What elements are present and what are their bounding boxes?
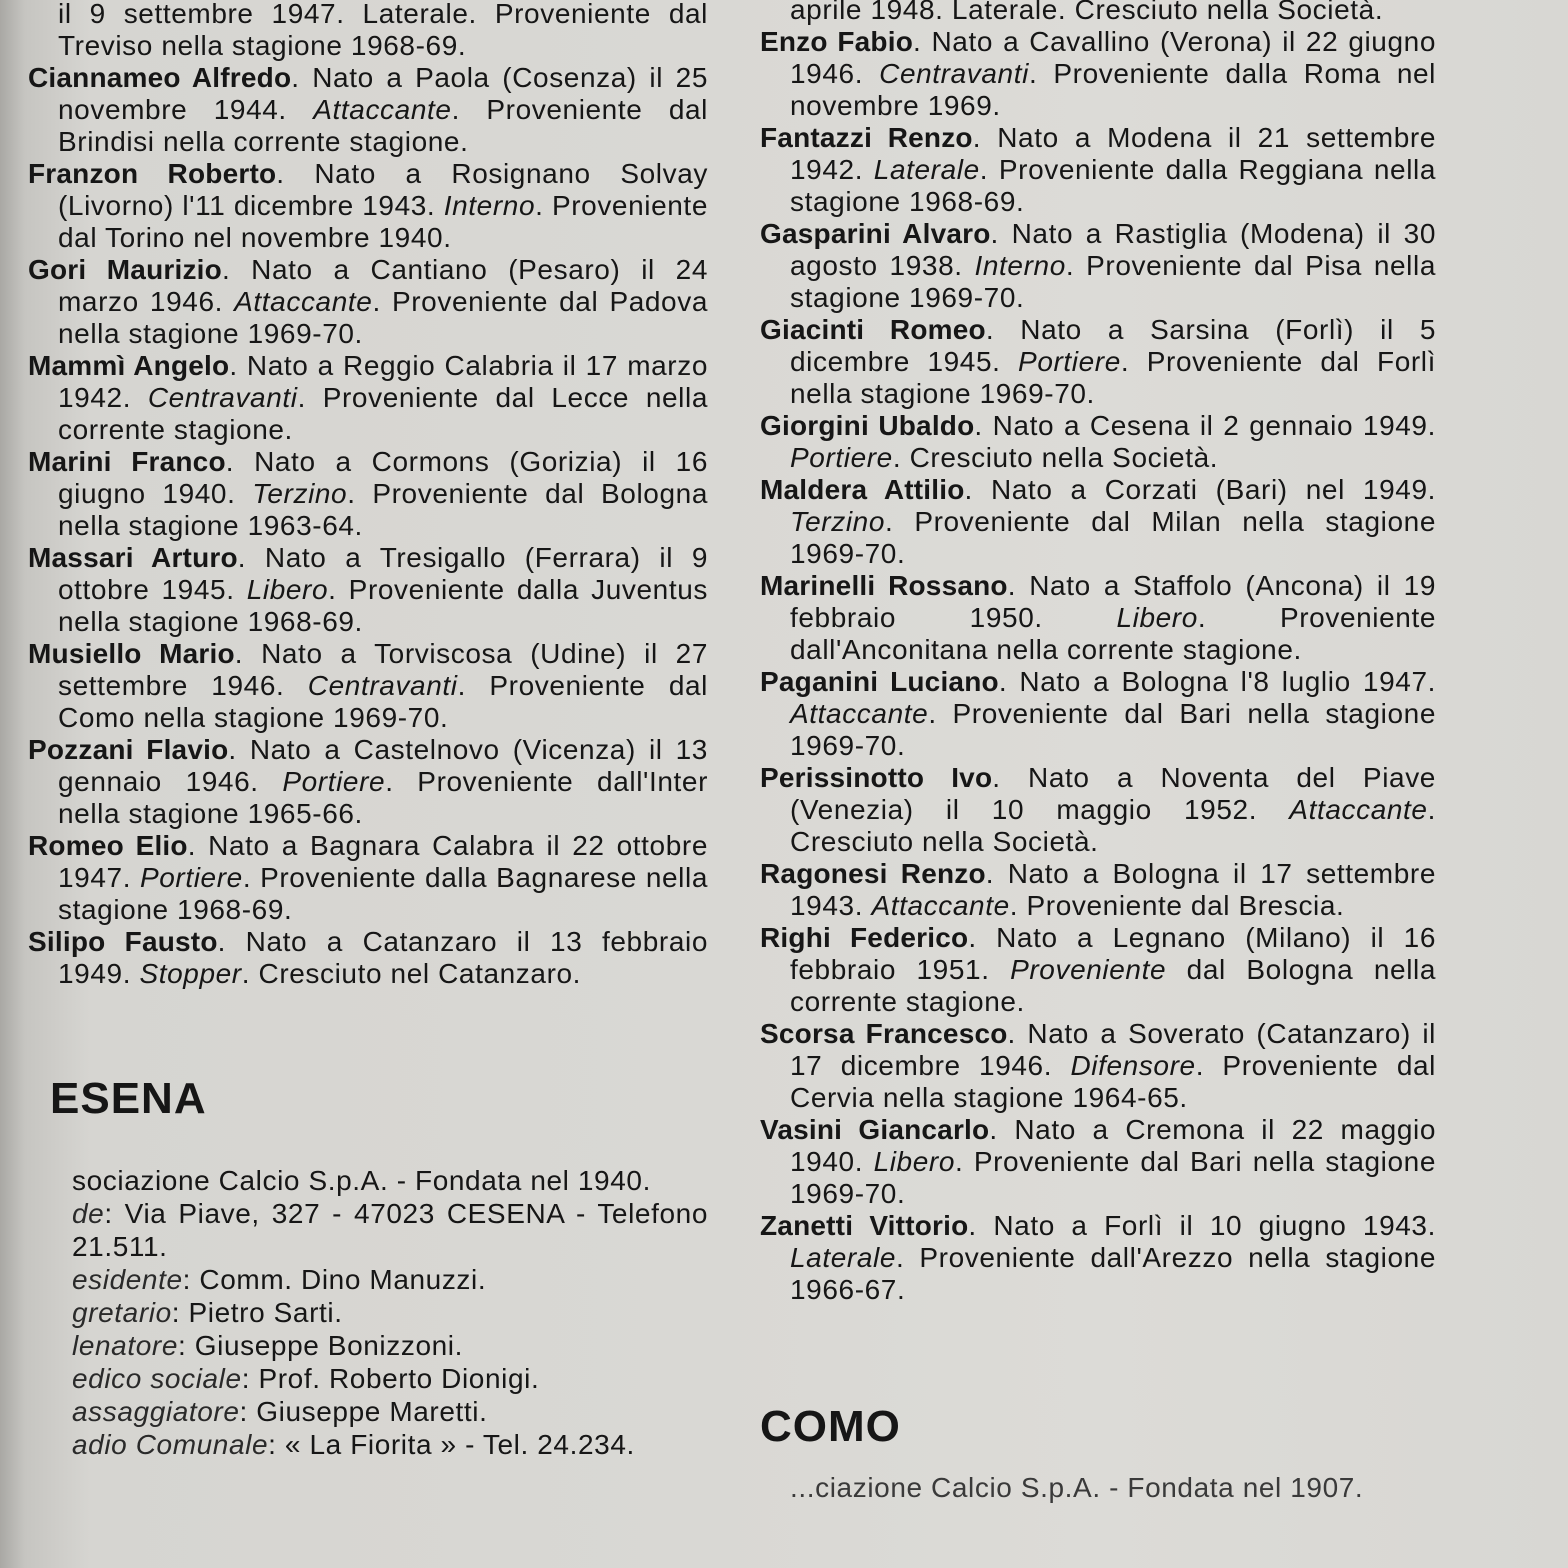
player-birth-text: . Nato a Bologna il 17 settembre 1943. [790,858,1436,921]
player-role: Libero [873,1146,955,1177]
player-name: Fantazzi Renzo [760,122,973,153]
club-info-label: gretario [72,1297,172,1328]
right-bottom-fragment: ...ciazione Calcio S.p.A. - Fondata nel 1907. [790,1472,1364,1503]
right-column [760,0,1436,1504]
player-role: Stopper [139,958,242,989]
club-info-label: lenatore [72,1330,178,1361]
player-birth-text: . Nato a Castelnovo (Vicenza) il 13 gennaio 1946. [58,734,708,797]
player-entry [760,762,1436,858]
player-origin-text: . Proveniente dal Brescia. [1009,890,1345,921]
player-origin-text: . Proveniente dall'Inter nella stagione 1965-66. [58,766,708,829]
left-entries-list [28,62,708,990]
left-column [28,0,708,1461]
player-name: Giorgini Ubaldo [760,410,975,441]
player-origin-text: dal Bologna nella corrente stagione. [790,954,1437,1017]
club-info-row [28,1362,708,1395]
club-info-value: : Prof. Roberto Dionigi. [241,1363,540,1394]
player-origin-text: . Proveniente dalla Reggiana nella stagione 1968-69. [790,154,1437,217]
player-birth-text: . Nato a Cantiano (Pesaro) il 24 marzo 1946. [58,254,709,317]
club-info-row [28,1296,708,1329]
player-role: Portiere [139,862,243,893]
player-birth-text: . Nato a Bologna l'8 luglio 1947. [998,666,1436,697]
player-entry [28,734,708,830]
player-origin-text: . Proveniente dal Como nella stagione 1969-70. [58,670,708,733]
club-info-value: : « La Fiorita » - Tel. 24.234. [268,1429,635,1460]
player-name: Gori Maurizio [28,254,222,285]
player-entry [28,446,708,542]
club-info-row [28,1197,708,1263]
player-role: Portiere [282,766,386,797]
player-role: Laterale [790,1242,896,1273]
player-role: Attaccante [234,286,373,317]
player-entry [28,62,708,158]
player-origin-text: . Cresciuto nella Società. [790,794,1436,857]
player-name: Scorsa Francesco [760,1018,1008,1049]
player-role: Libero [246,574,329,605]
club-info-label: de [72,1198,105,1229]
player-birth-text: . Nato a Rosignano Solvay (Livorno) l'11 dicembre 1943. [58,158,708,221]
player-name: Righi Federico [760,922,969,953]
player-origin-text: . Proveniente dalla Bagnarese nella stagione 1968-69. [58,862,708,925]
player-entry [760,474,1436,570]
player-birth-text: . Nato a Sarsina (Forlì) il 5 dicembre 1945. [790,314,1437,377]
club-info-value: sociazione Calcio S.p.A. - Fondata nel 1940. [72,1165,651,1196]
section-title-como: COMO [760,1402,901,1451]
player-name: Ragonesi Renzo [760,858,986,889]
player-role: Difensore [1070,1050,1196,1081]
player-origin-text: . Proveniente dal Bologna nella stagione 1963-64. [58,478,708,541]
player-entry [28,350,708,446]
player-name: Musiello Mario [28,638,235,669]
player-entry [28,158,708,254]
player-role: Attaccante [1289,794,1428,825]
player-entry [760,570,1436,666]
club-info-row [28,1395,708,1428]
player-entry [28,542,708,638]
player-name: Mammì Angelo [28,350,230,381]
club-info-value: : Comm. Dino Manuzzi. [182,1264,487,1295]
player-birth-text: . Nato a Reggio Calabria il 17 marzo 1942. [58,350,708,413]
club-info-row [28,1164,708,1197]
player-entry [760,1210,1436,1306]
player-entry [28,638,708,734]
player-entry [760,410,1436,474]
player-name: Pozzani Flavio [28,734,229,765]
player-role: Libero [1116,602,1198,633]
right-top-fragment: aprile 1948. Laterale. Cresciuto nella Società. [790,0,1384,25]
player-birth-text: . Nato a Legnano (Milano) il 16 febbraio 1951. [790,922,1436,985]
left-top-fragment: il 9 settembre 1947. Laterale. Proveniente dal Treviso nella stagione 1968-69. [58,0,708,61]
player-birth-text: . Nato a Catanzaro il 13 febbraio 1949. [58,926,708,989]
player-entry [760,922,1436,1018]
player-birth-text: . Nato a Tresigallo (Ferrara) il 9 ottobre 1945. [58,542,708,605]
club-info-value: : Giuseppe Bonizzoni. [178,1330,463,1361]
club-info-label: edico sociale [72,1363,242,1394]
right-entries-list [760,26,1436,1306]
player-name: Silipo Fausto [28,926,218,957]
player-name: Romeo Elio [28,830,188,861]
player-name: Maldera Attilio [760,474,965,505]
player-name: Giacinti Romeo [760,314,986,345]
player-birth-text: . Nato a Cormons (Gorizia) il 16 giugno 1940. [58,446,708,509]
player-origin-text: . Proveniente dal Torino nel novembre 1940. [58,190,708,253]
player-origin-text: . Proveniente dal Padova nella stagione 1969-70. [58,286,709,349]
player-origin-text: . Proveniente dall'Anconitana nella corrente stagione. [790,602,1437,665]
player-role: Laterale [873,154,980,185]
player-role: Attaccante [790,698,929,729]
player-role: Interno [443,190,536,221]
player-role: Attaccante [871,890,1010,921]
player-role: Portiere [1018,346,1121,377]
player-birth-text: . Nato a Forlì il 10 giugno 1943. [968,1210,1436,1241]
player-role: Centravanti [307,670,458,701]
club-info-value: : Giuseppe Maretti. [239,1396,488,1427]
player-entry [760,666,1436,762]
player-name: Marini Franco [28,446,226,477]
player-entry [760,858,1436,922]
section-title-cesena: ESENA [50,1074,207,1123]
player-birth-text: . Nato a Cesena il 2 gennaio 1949. [974,410,1436,441]
player-role: Terzino [252,478,348,509]
club-info-value: : Via Piave, 327 - 47023 CESENA - Telefono 21.511. [72,1198,708,1262]
player-role: Centravanti [879,58,1029,89]
player-name: Franzon Roberto [28,158,277,189]
player-birth-text: . Nato a Cremona il 22 maggio 1940. [790,1114,1436,1177]
player-origin-text: . Proveniente dal Milan nella stagione 1969-70. [790,506,1436,569]
player-entry [760,122,1436,218]
player-role: Interno [974,250,1066,281]
player-role: Proveniente [1010,954,1167,985]
player-entry [760,218,1436,314]
player-birth-text: . Nato a Noventa del Piave (Venezia) il 10 maggio 1952. [790,762,1436,825]
club-info-row [28,1428,708,1461]
player-origin-text: . Proveniente dal Bari nella stagione 1969-70. [790,698,1436,761]
player-birth-text: . Nato a Corzati (Bari) nel 1949. [964,474,1436,505]
player-role: Portiere [790,442,893,473]
player-entry [28,830,708,926]
player-name: Marinelli Rossano [760,570,1008,601]
player-name: Zanetti Vittorio [760,1210,969,1241]
player-name: Ciannameo Alfredo [28,62,292,93]
club-info-row [28,1263,708,1296]
club-info-label: adio Comunale [72,1429,269,1460]
player-name: Paganini Luciano [760,666,999,697]
player-entry [28,254,708,350]
player-role: Terzino [790,506,885,537]
player-birth-text: . Nato a Staffolo (Ancona) il 19 febbraio 1950. [790,570,1436,633]
player-name: Enzo Fabio [760,26,914,57]
player-origin-text: . Cresciuto nel Catanzaro. [241,958,582,989]
player-origin-text: . Proveniente dal Brindisi nella corrente stagione. [58,94,709,157]
club-info-row [28,1329,708,1362]
player-name: Gasparini Alvaro [760,218,991,249]
player-entry [760,26,1436,122]
player-name: Vasini Giancarlo [760,1114,990,1145]
player-origin-text: . Proveniente dall'Arezzo nella stagione 1966-67. [790,1242,1436,1305]
player-birth-text: . Nato a Bagnara Calabra il 22 ottobre 1947. [58,830,708,893]
player-role: Attaccante [313,94,452,125]
player-birth-text: . Nato a Torviscosa (Udine) il 27 settembre 1946. [58,638,708,701]
player-origin-text: . Proveniente dal Pisa nella stagione 1969-70. [790,250,1436,313]
player-entry [760,314,1436,410]
player-origin-text: . Proveniente dal Lecce nella corrente stagione. [58,382,708,445]
player-origin-text: . Proveniente dalla Juventus nella stagione 1968-69. [58,574,709,637]
player-origin-text: . Proveniente dalla Roma nel novembre 1969. [790,58,1437,121]
player-birth-text: . Nato a Soverato (Catanzaro) il 17 dicembre 1946. [790,1018,1436,1081]
player-role: Centravanti [147,382,298,413]
club-info-label: assaggiatore [72,1396,240,1427]
player-name: Massari Arturo [28,542,238,573]
player-name: Perissinotto Ivo [760,762,993,793]
player-birth-text: . Nato a Rastiglia (Modena) il 30 agosto 1938. [790,218,1436,281]
player-origin-text: . Proveniente dal Forlì nella stagione 1969-70. [790,346,1436,409]
club-info-label: esidente [72,1264,183,1295]
player-origin-text: . Proveniente dal Cervia nella stagione 1964-65. [790,1050,1436,1113]
player-birth-text: . Nato a Modena il 21 settembre 1942. [790,122,1436,185]
player-entry [28,926,708,990]
club-info-value: : Pietro Sarti. [171,1297,343,1328]
player-origin-text: . Cresciuto nella Società. [892,442,1219,473]
player-birth-text: . Nato a Cavallino (Verona) il 22 giugno 1946. [790,26,1436,89]
player-birth-text: . Nato a Paola (Cosenza) il 25 novembre 1944. [58,62,708,125]
player-entry [760,1114,1436,1210]
club-info-list [28,1164,708,1461]
player-entry [760,1018,1436,1114]
player-origin-text: . Proveniente dal Bari nella stagione 1969-70. [790,1146,1436,1209]
